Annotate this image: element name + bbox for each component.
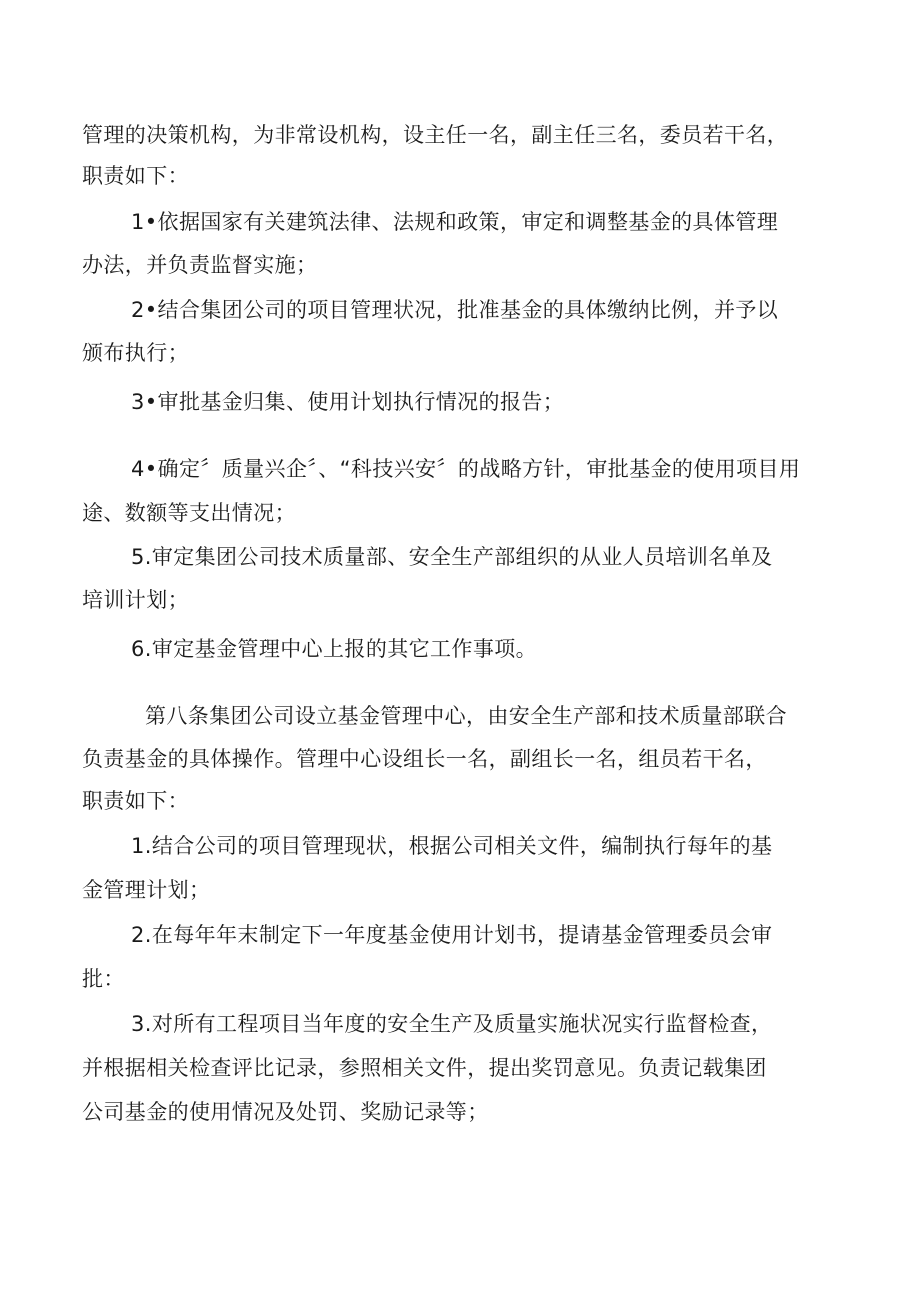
text-line-11: 培训计划； [82,588,189,612]
text-line-19: 批： [82,967,125,991]
text-line-7: 3•审批基金归集、使用计划执行情况的报告； [131,390,565,414]
text-line-17: 金管理计划； [82,878,211,902]
text-line-21: 并根据相关检查评比记录，参照相关文件，提出奖罚意见。负责记载集团 [82,1056,767,1080]
text-line-5: 2•结合集团公司的项目管理状况，批准基金的具体缴纳比例，并予以 [131,298,779,322]
text-line-18: 2.在每年年末制定下一年度基金使用计划书，提请基金管理委员会审 [131,923,773,947]
text-line-1: 管理的决策机构，为非常设机构，设主任一名，副主任三名，委员若干名， [82,123,789,147]
text-line-15: 职责如下： [82,789,189,813]
text-line-22: 公司基金的使用情况及处罚、奖励记录等； [82,1100,489,1124]
text-line-8: 4•确定〞质量兴企〞、“科技兴安〞的战略方针，审批基金的使用项目用 [131,457,801,481]
text-line-3: 1•依据国家有关建筑法律、法规和政策，审定和调整基金的具体管理 [131,210,779,234]
text-line-14: 负责基金的具体操作。管理中心设组长一名，副组长一名，组员若干名， [82,747,767,771]
text-line-13: 第八条集团公司设立基金管理中心，由安全生产部和技术质量部联合 [145,704,787,728]
text-line-4: 办法，并负责监督实施； [82,253,318,277]
text-line-2: 职责如下： [82,164,189,188]
text-line-20: 3.对所有工程项目当年度的安全生产及质量实施状况实行监督检查， [131,1012,773,1036]
text-line-9: 途、数额等支出情况； [82,501,296,525]
text-line-6: 颁布执行； [82,341,189,365]
text-line-16: 1.结合公司的项目管理现状，根据公司相关文件，编制执行每年的基 [131,834,773,858]
text-line-10: 5.审定集团公司技术质量部、安全生产部组织的从业人员培训名单及 [131,545,773,569]
text-line-12: 6.审定基金管理中心上报的其它工作事项。 [131,637,538,661]
